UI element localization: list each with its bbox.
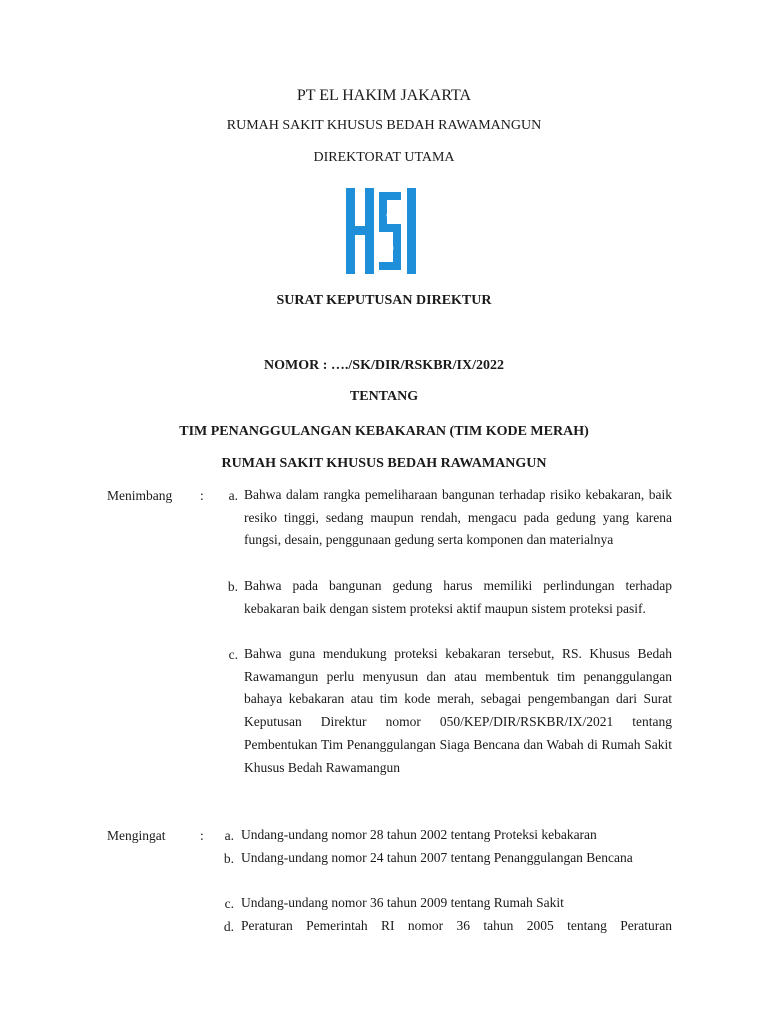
company-name: PT EL HAKIM JAKARTA: [296, 87, 472, 104]
hospital-logo: [346, 188, 421, 274]
menimbang-item-b-letter: b.: [227, 579, 238, 594]
mengingat-item-c-text: Undang-undang nomor 36 tahun 2009 tentang Rumah Sakit: [241, 895, 564, 910]
mengingat-label: Mengingat: [107, 828, 166, 843]
hospital-name: RUMAH SAKIT KHUSUS BEDAH RAWAMANGUN: [226, 118, 542, 133]
mengingat-item-b-letter: b.: [223, 851, 234, 866]
letter-number: NOMOR : …./SK/DIR/RSKBR/IX/2022: [264, 358, 504, 373]
mengingat-item-d-text: Peraturan Pemerintah RI nomor 36 tahun 2005 tentang Peraturan: [241, 918, 672, 933]
mengingat-item-b-text: Undang-undang nomor 24 tahun 2007 tentang Penanggulangan Bencana: [241, 850, 633, 865]
letter-title: SURAT KEPUTUSAN DIREKTUR: [276, 293, 492, 308]
menimbang-label: Menimbang: [107, 488, 173, 503]
menimbang-colon: :: [200, 488, 204, 503]
menimbang-item-a-letter: a.: [228, 488, 238, 503]
letter-subject-line-1: TIM PENANGGULANGAN KEBAKARAN (TIM KODE MERAH): [179, 424, 589, 439]
menimbang-item-a-text: Bahwa dalam rangka pemeliharaan bangunan terhadap risiko kebakaran, baik resiko tinggi, sedang maupun rendah, mengacu pada gedung yang karena fungsi, desain, penggunaan gedung serta komponen dan materialnya: [244, 487, 672, 548]
mengingat-colon: :: [200, 828, 204, 843]
mengingat-item-a-letter: a.: [224, 828, 234, 843]
letter-about-label: TENTANG: [349, 389, 419, 404]
menimbang-item-b-text: Bahwa pada bangunan gedung harus memiliki perlindungan terhadap kebakaran baik dengan sistem proteksi aktif maupun sistem proteksi pasif.: [244, 578, 672, 616]
mengingat-item-c-letter: c.: [224, 896, 234, 911]
menimbang-item-c-text: Bahwa guna mendukung proteksi kebakaran tersebut, RS. Khusus Bedah Rawamangun perlu menyusun dan atau membentuk tim penanggulangan bahaya kebakaran atau tim kode merah, sebagai pengembangan dari Surat Keputusan Direktur nomor 050/KEP/DIR/RSKBR/IX/2021 tentang Pembentukan Tim Penanggulangan Siaga Bencana dan Wabah di Rumah Sakit Khusus Bedah Rawamangun: [244, 646, 672, 775]
mengingat-item-d-letter: d.: [223, 919, 234, 934]
letter-subject-line-2: RUMAH SAKIT KHUSUS BEDAH RAWAMANGUN: [221, 456, 547, 471]
menimbang-item-c-letter: c.: [228, 647, 238, 662]
mengingat-item-a-text: Undang-undang nomor 28 tahun 2002 tentang Proteksi kebakaran: [241, 827, 597, 842]
directorate-name: DIREKTORAT UTAMA: [313, 150, 455, 165]
